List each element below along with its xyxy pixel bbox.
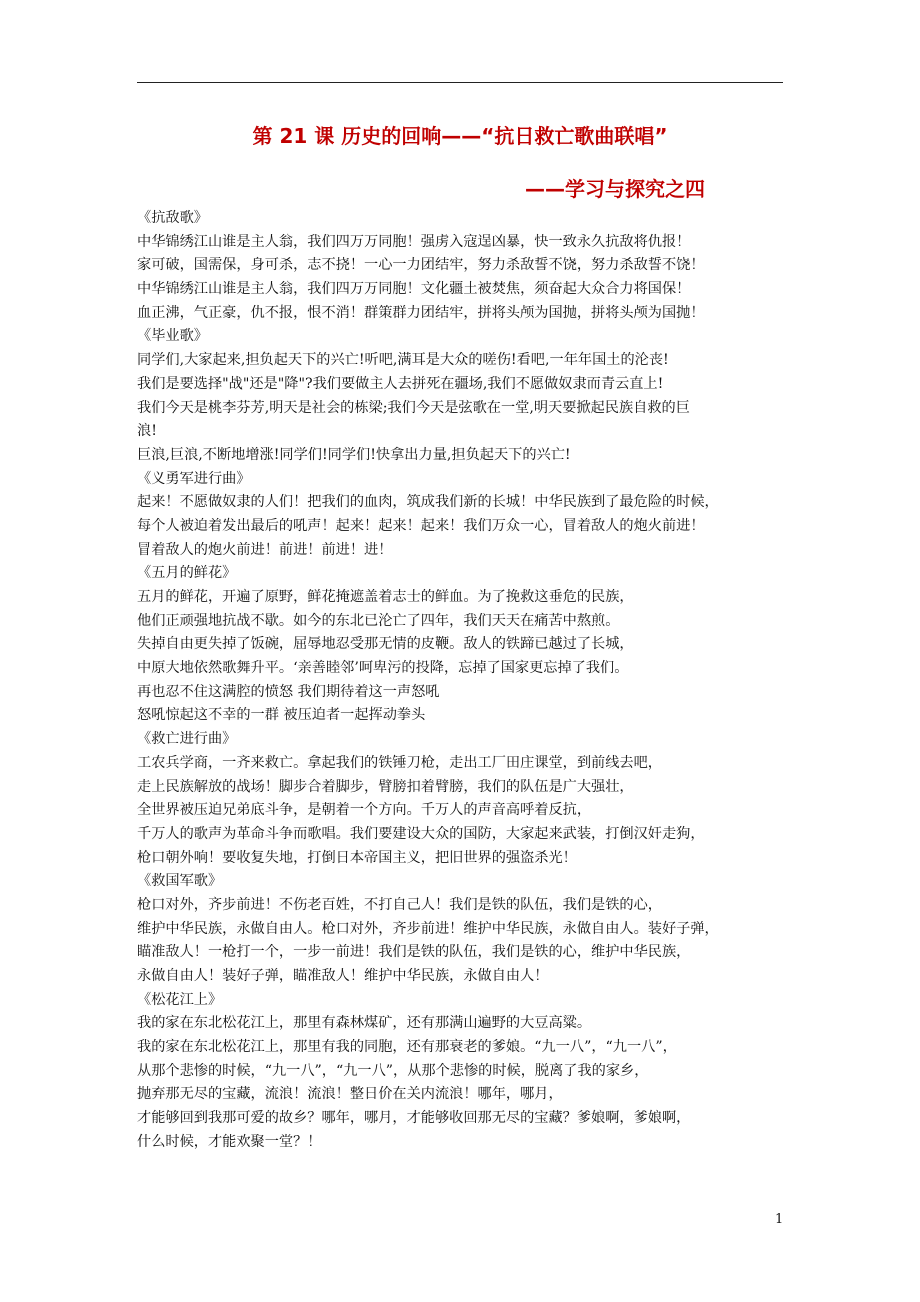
- page-title: 第 21 课 历史的回响——“抗日救亡歌曲联唱”: [252, 124, 668, 148]
- lyric-line: 中华锦绣江山谁是主人翁，我们四万万同胞！文化疆土被焚焦，须奋起大众合力将国保！: [137, 281, 691, 298]
- lyric-line: 从那个悲惨的时候，“九一八”，“九一八”，从那个悲惨的时候，脱离了我的家乡，: [137, 1062, 649, 1079]
- lyric-line: 枪口朝外响！要收复失地，打倒日本帝国主义，把旧世界的强盗杀光！: [137, 849, 577, 866]
- page-number: 1: [775, 1212, 784, 1227]
- lyric-line: 枪口对外，齐步前进！不伤老百姓，不打自己人！我们是铁的队伍，我们是铁的心，: [137, 896, 662, 913]
- lyric-line: 家可破，国需保，身可杀，志不挠！一心一力团结牢，努力杀敌誓不饶，努力杀敌誓不饶！: [137, 257, 705, 274]
- lyric-line: 我们是要选择"战"还是"降"?我们要做主人去拼死在疆场,我们不愿做奴隶而青云直上!: [137, 375, 664, 392]
- lyric-line: 什么时候，才能欢聚一堂？！: [137, 1133, 322, 1150]
- lyric-line: 走上民族解放的战场！脚步合着脚步，臂膀扣着臂膀，我们的队伍是广大强壮，: [137, 778, 634, 795]
- song-title: 《抗敌歌》: [137, 210, 208, 226]
- lyric-line: 怒吼惊起这不幸的一群 被压迫者一起挥动拳头: [137, 707, 426, 724]
- song-title: 《松花江上》: [137, 991, 223, 1008]
- lyric-line: 巨浪,巨浪,不断地增涨!同学们!同学们!快拿出力量,担负起天下的兴亡!: [137, 446, 571, 463]
- lyric-line: 血正沸，气正豪，仇不报，恨不消！群策群力团结牢，拼将头颅为国抛，拼将头颅为国抛！: [137, 304, 705, 321]
- lyric-line: 起来！不愿做奴隶的人们！把我们的血肉，筑成我们新的长城！中华民族到了最危险的时候，: [137, 494, 719, 511]
- lyric-line: 五月的鲜花，开遍了原野，鲜花掩遮盖着志士的鲜血。为了挽救这垂危的民族，: [137, 589, 634, 605]
- song-title: 《救亡进行曲》: [137, 731, 237, 748]
- lyrics-body: [137, 207, 787, 1155]
- lyric-line: 同学们,大家起来,担负起天下的兴亡!听吧,满耳是大众的嗟伤!看吧,一年年国土的沦丧!: [137, 352, 669, 369]
- lyric-line: 我们今天是桃李芬芳,明天是社会的栋梁;我们今天是弦歌在一堂,明天要掀起民族自救的巨: [137, 399, 690, 416]
- lyric-line: 抛弃那无尽的宝藏，流浪！流浪！整日价在关内流浪！哪年，哪月，: [137, 1086, 563, 1103]
- song-title: 《五月的鲜花》: [137, 565, 237, 582]
- lyric-line: 浪!: [137, 423, 157, 440]
- lyric-line: 他们正顽强地抗战不歇。如今的东北已沦亡了四年，我们天天在痛苦中熬煎。: [137, 612, 620, 629]
- lyric-line: 再也忍不住这满腔的愤怒 我们期待着这一声怒吼: [137, 683, 440, 700]
- page-subtitle: ——学习与探究之四: [525, 177, 705, 201]
- lyric-line: 瞄准敌人！一枪打一个，一步一前进！我们是铁的队伍，我们是铁的心，维护中华民族，: [137, 944, 691, 961]
- lyric-line: 全世界被压迫兄弟底斗争，是朝着一个方向。千万人的声音高呼着反抗，: [137, 802, 592, 819]
- header-rule: [137, 82, 783, 83]
- lyric-line: 才能够回到我那可爱的故乡？哪年，哪月，才能够收回那无尽的宝藏？爹娘啊，爹娘啊，: [137, 1110, 691, 1127]
- lyric-line: 工农兵学商，一齐来救亡。拿起我们的铁锤刀枪，走出工厂田庄课堂，到前线去吧，: [137, 754, 662, 771]
- song-title: 《毕业歌》: [137, 328, 208, 345]
- lyric-line: 中华锦绣江山谁是主人翁，我们四万万同胞！强虏入寇逞凶暴，快一致永久抗敌将仇报！: [137, 233, 691, 250]
- lyric-line: 维护中华民族，永做自由人。枪口对外，齐步前进！维护中华民族，永做自由人。装好子弹，: [137, 920, 719, 937]
- lyric-line: 我的家在东北松花江上，那里有我的同胞，还有那衰老的爹娘。“九一八”，“九一八”，: [137, 1039, 677, 1056]
- song-title: 《义勇军进行曲》: [137, 470, 251, 487]
- lyric-line: 中原大地依然歌舞升平。‘亲善睦邻’呵卑污的投降，忘掉了国家更忘掉了我们。: [137, 660, 629, 677]
- lyric-line: 冒着敌人的炮火前进！前进！前进！进！: [137, 541, 393, 558]
- lyric-line: 每个人被迫着发出最后的吼声！起来！起来！起来！我们万众一心，冒着敌人的炮火前进！: [137, 517, 705, 534]
- lyric-line: 我的家在东北松花江上，那里有森林煤矿，还有那满山遍野的大豆高粱。: [137, 1015, 592, 1032]
- song-title: 《救国军歌》: [137, 873, 223, 890]
- lyric-line: 千万人的歌声为革命斗争而歌唱。我们要建设大众的国防，大家起来武装，打倒汉奸走狗，: [137, 825, 705, 842]
- lyric-line: 永做自由人！装好子弹，瞄准敌人！维护中华民族，永做自由人！: [137, 968, 549, 984]
- lyric-line: 失掉自由更失掉了饭碗，屈辱地忍受那无情的皮鞭。敌人的铁蹄已越过了长城，: [137, 636, 634, 653]
